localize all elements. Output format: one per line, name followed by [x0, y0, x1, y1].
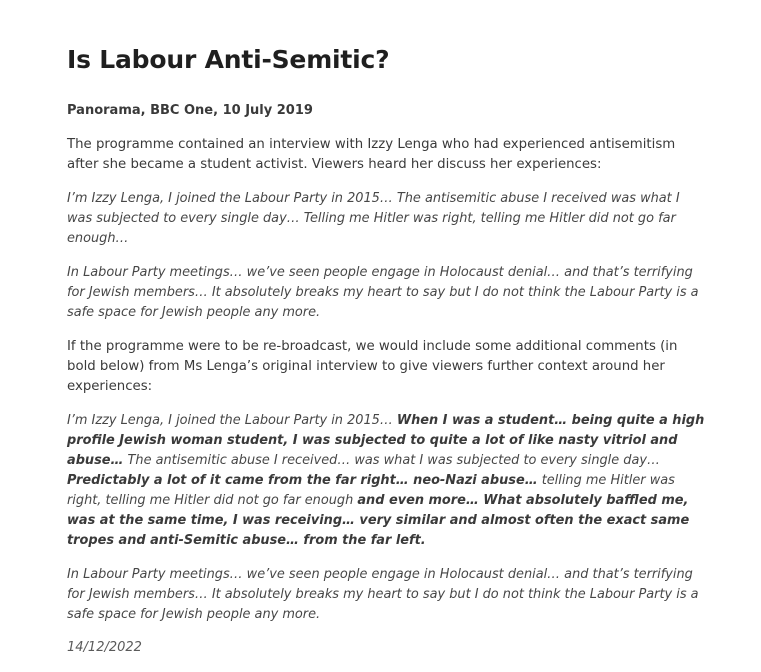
programme-subtitle: Panorama, BBC One, 10 July 2019 — [67, 103, 313, 118]
intro-paragraph: The programme contained an interview with Izzy Lenga who had experienced antisemitism after she became a student activist. Viewers heard her discuss her experiences: — [67, 137, 676, 172]
quote-paragraph-2: In Labour Party meetings… we’ve seen people engage in Holocaust denial… and that’s terrifying for Jewish members… It absolutely breaks my heart to say but I do not think the Labour Party is a safe space for Jewish people any more. — [67, 265, 699, 320]
quote-paragraph-1: I’m Izzy Lenga, I joined the Labour Party in 2015… The antisemitic abuse I received was what I was subjected to every single day… Telling me Hitler was right, telling me Hitler did not go far enough… — [67, 191, 680, 246]
extended-quote-paragraph — [67, 411, 707, 551]
article — [67, 40, 707, 672]
extended-quote-segment: The antisemitic abuse I received… was what I was subjected to every single day… — [123, 453, 660, 468]
extended-quote-bold-segment: Predictably a lot of it came from the far right… neo-Nazi abuse… — [67, 473, 538, 488]
extended-quote-segment: telling me Hitler was right, telling me Hitler did not go far enough — [67, 473, 675, 508]
rebroadcast-paragraph: If the programme were to be re-broadcast, we would include some additional comments (in bold below) from Ms Lenga’s original interview to give viewers further context around her experiences: — [67, 339, 678, 394]
extended-quote-bold-segment: and even more… What absolutely baffled me, was at the same time, I was receiving… very similar and almost often the exact same tropes and anti-Semitic abuse… from the far left. — [67, 493, 690, 548]
publication-date: 14/12/2022 — [67, 640, 142, 655]
extended-quote-bold-segment: When I was a student… being quite a high profile Jewish woman student, I was subjected to quite a lot of like nasty vitriol and abuse… — [67, 413, 705, 468]
quote-paragraph-3: In Labour Party meetings… we’ve seen people engage in Holocaust denial… and that’s terrifying for Jewish members… It absolutely breaks my heart to say but I do not think the Labour Party is a safe space for Jewish people any more. — [67, 567, 699, 622]
article-title: Is Labour Anti-Semitic? — [67, 45, 390, 74]
extended-quote-segment: I’m Izzy Lenga, I joined the Labour Party in 2015… — [67, 413, 397, 428]
